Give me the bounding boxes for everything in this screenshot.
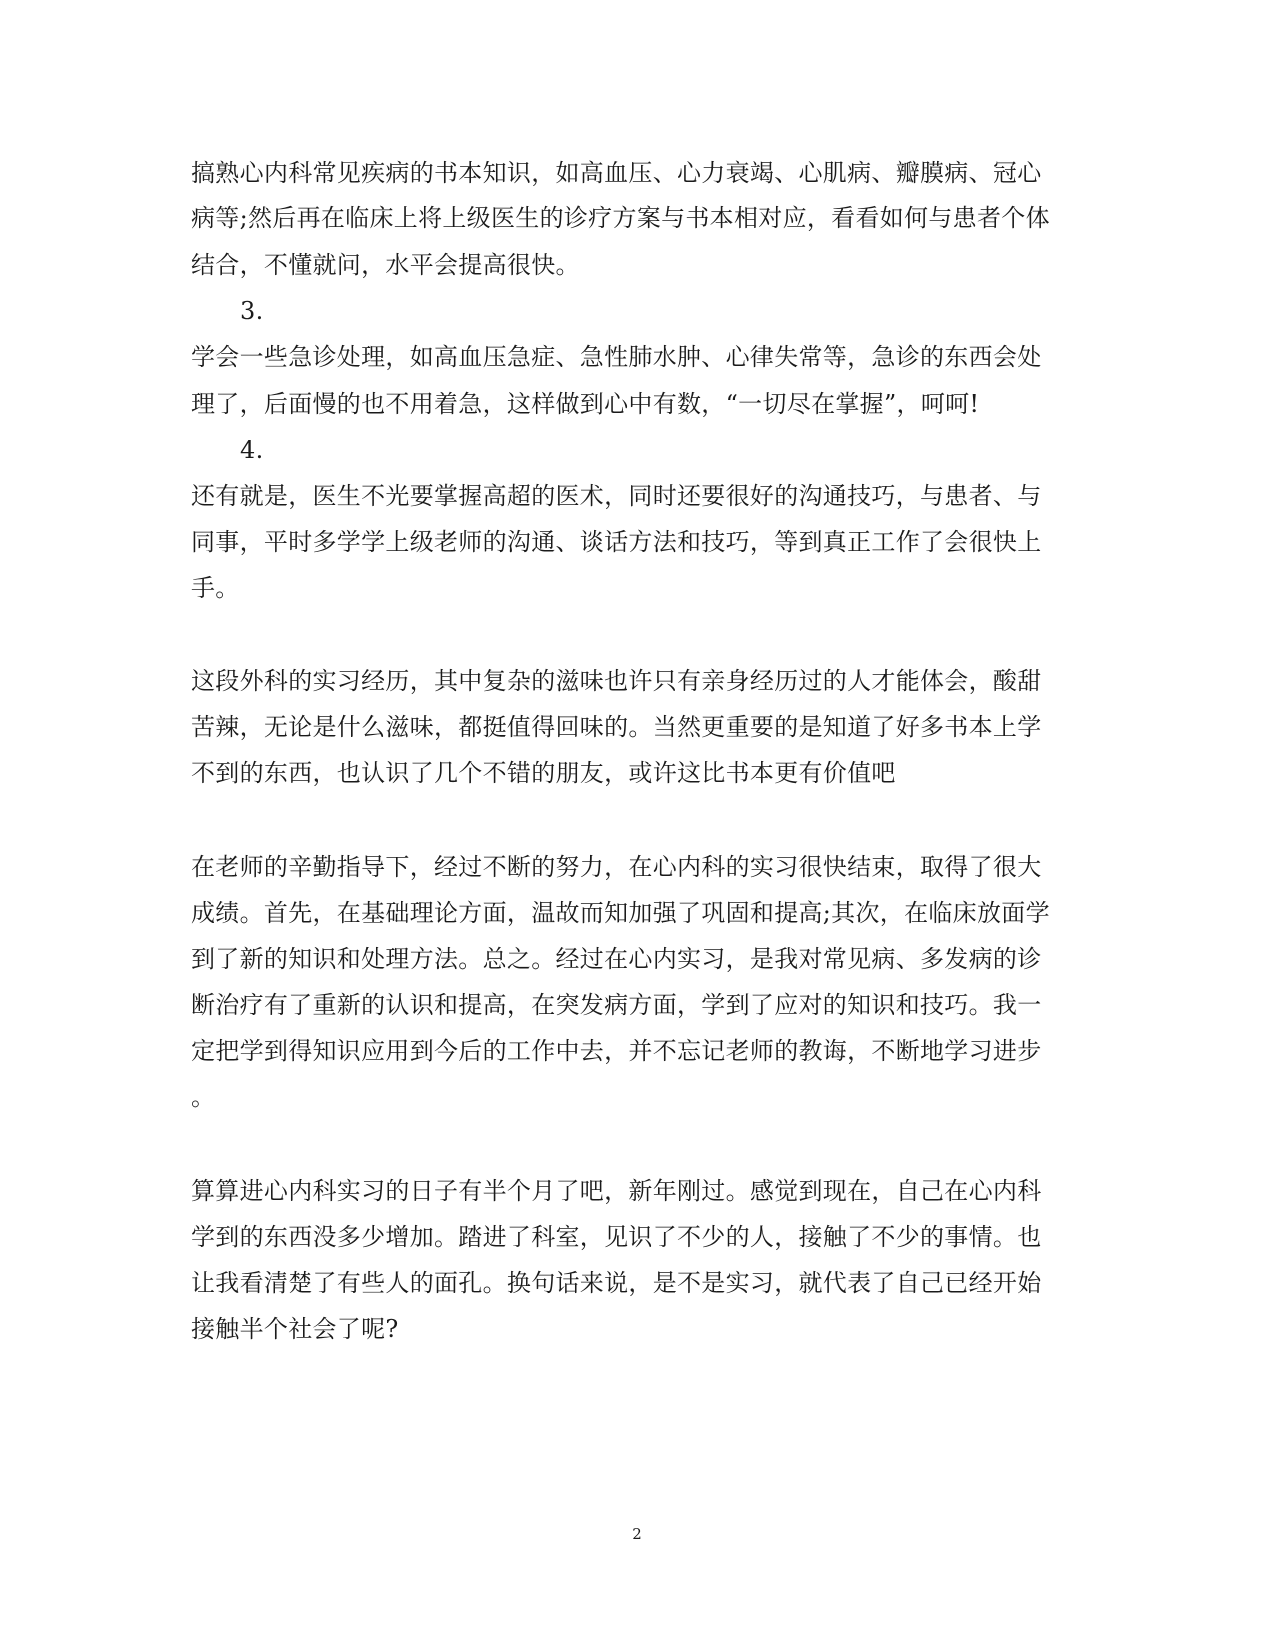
text-line: 算算进心内科实习的日子有半个月了吧，新年刚过。感觉到现在，自己在心内科 bbox=[191, 1177, 1042, 1205]
text-line: 在老师的辛勤指导下，经过不断的努力，在心内科的实习很快结束，取得了很大 bbox=[191, 853, 1042, 881]
text-line: 成绩。首先，在基础理论方面，温故而知加强了巩固和提高;其次，在临床放面学 bbox=[191, 899, 1050, 927]
text-line: 断治疗有了重新的认识和提高，在突发病方面，学到了应对的知识和技巧。我一 bbox=[191, 991, 1042, 1019]
text-line: 理了，后面慢的也不用着急，这样做到心中有数，“一切尽在掌握”，呵呵! bbox=[191, 390, 980, 418]
text-line: 苦辣，无论是什么滋味，都挺值得回味的。当然更重要的是知道了好多书本上学 bbox=[191, 713, 1042, 741]
text-line: 学到的东西没多少增加。踏进了科室，见识了不少的人，接触了不少的事情。也 bbox=[191, 1223, 1042, 1251]
text-line: 手。 bbox=[191, 574, 240, 602]
text-line: 学会一些急诊处理，如高血压急症、急性肺水肿、心律失常等，急诊的东西会处 bbox=[191, 343, 1042, 371]
text-line: 同事，平时多学学上级老师的沟通、谈话方法和技巧，等到真正工作了会很快上 bbox=[191, 528, 1042, 556]
text-line: 定把学到得知识应用到今后的工作中去，并不忘记老师的教诲，不断地学习进步 bbox=[191, 1037, 1042, 1065]
text-line: 让我看清楚了有些人的面孔。换句话来说，是不是实习，就代表了自己已经开始 bbox=[191, 1269, 1042, 1297]
text-line: 还有就是，医生不光要掌握高超的医术，同时还要很好的沟通技巧，与患者、与 bbox=[191, 482, 1042, 510]
text-line: 到了新的知识和处理方法。总之。经过在心内实习，是我对常见病、多发病的诊 bbox=[191, 945, 1042, 973]
text-line: 这段外科的实习经历，其中复杂的滋味也许只有亲身经历过的人才能体会，酸甜 bbox=[191, 667, 1042, 695]
list-number: 3. bbox=[240, 297, 264, 325]
text-line: 结合，不懂就问，水平会提高很快。 bbox=[191, 251, 580, 279]
page-number: 2 bbox=[632, 1525, 642, 1543]
list-number: 4. bbox=[240, 436, 264, 464]
text-line: 。 bbox=[191, 1083, 216, 1111]
text-line: 接触半个社会了呢? bbox=[191, 1315, 399, 1343]
text-line: 不到的东西，也认识了几个不错的朋友，或许这比书本更有价值吧 bbox=[191, 759, 896, 787]
text-line: 病等;然后再在临床上将上级医生的诊疗方案与书本相对应，看看如何与患者个体 bbox=[191, 204, 1050, 232]
text-line: 搞熟心内科常见疾病的书本知识，如高血压、心力衰竭、心肌病、瓣膜病、冠心 bbox=[191, 159, 1042, 187]
